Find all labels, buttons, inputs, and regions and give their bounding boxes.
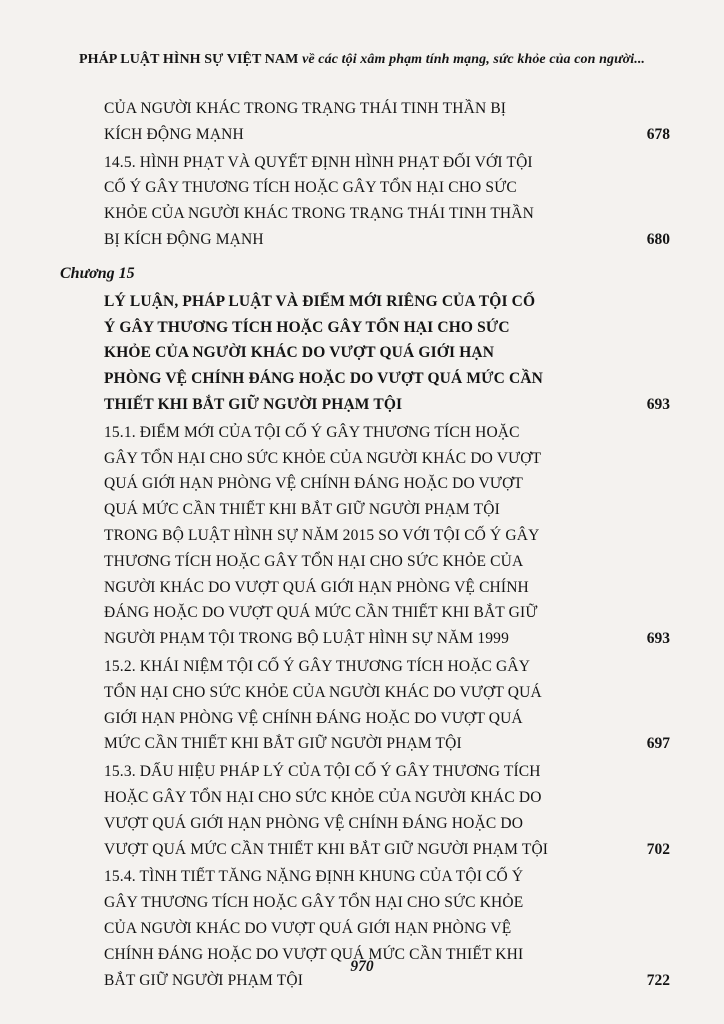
toc-entry-line: THIẾT KHI BẮT GIỮ NGƯỜI PHẠM TỘI xyxy=(104,395,403,413)
toc-entry-line: THƯƠNG TÍCH HOẶC GÂY TỔN HẠI CHO SỨC KHỎE CỦA xyxy=(104,552,524,570)
toc-entry xyxy=(104,289,670,418)
table-of-contents xyxy=(60,96,670,995)
toc-entry-line: QUÁ GIỚI HẠN PHÒNG VỆ CHÍNH ĐÁNG HOẶC DO VƯỢT xyxy=(104,475,524,493)
toc-entry-line: CỦA NGƯỜI KHÁC TRONG TRẠNG THÁI TINH THẦN BỊ xyxy=(104,100,507,117)
toc-entry-line: QUÁ MỨC CẦN THIẾT KHI BẮT GIỮ NGƯỜI PHẠM TỘI xyxy=(104,501,500,519)
toc-entry-line: PHÒNG VỆ CHÍNH ĐÁNG HOẶC DO VƯỢT QUÁ MỨC CẦN xyxy=(104,370,544,388)
toc-entry-line: 15.4. TÌNH TIẾT TĂNG NẶNG ĐỊNH KHUNG CỦA TỘI CỐ Ý xyxy=(104,868,524,886)
toc-entry-line: Ý GÂY THƯƠNG TÍCH HOẶC GÂY TỔN HẠI CHO SỨC xyxy=(104,318,510,336)
toc-entry-line: 15.1. ĐIỂM MỚI CỦA TỘI CỐ Ý GÂY THƯƠNG TÍCH HOẶC xyxy=(104,423,520,441)
toc-entry xyxy=(104,759,670,862)
toc-entry-line: HOẶC GÂY TỔN HẠI CHO SỨC KHỎE CỦA NGƯỜI KHÁC DO xyxy=(104,788,542,806)
toc-entry-line: 14.5. HÌNH PHẠT VÀ QUYẾT ĐỊNH HÌNH PHẠT ĐỐI VỚI TỘI xyxy=(104,153,533,171)
toc-entry-line: NGƯỜI PHẠM TỘI TRONG BỘ LUẬT HÌNH SỰ NĂM 1999 xyxy=(104,630,509,648)
toc-entry-line: VƯỢT QUÁ MỨC CẦN THIẾT KHI BẮT GIỮ NGƯỜI PHẠM TỘI xyxy=(104,840,549,858)
toc-page-number: 702 xyxy=(646,840,670,858)
running-header-subtitle: về các tội xâm phạm tính mạng, sức khỏe của con người... xyxy=(298,52,646,67)
toc-entries-top xyxy=(60,96,670,255)
toc-entry-line: BỊ KÍCH ĐỘNG MẠNH xyxy=(104,230,264,248)
chapter-label: Chương 15 xyxy=(60,264,135,282)
toc-entry-line: MỨC CẦN THIẾT KHI BẮT GIỮ NGƯỜI PHẠM TỘI xyxy=(104,735,462,753)
toc-entry-line: GÂY TỔN HẠI CHO SỨC KHỎE CỦA NGƯỜI KHÁC DO VƯỢT xyxy=(104,449,542,467)
toc-page-number: 697 xyxy=(646,735,670,753)
toc-entry xyxy=(104,420,670,652)
toc-entry-line: ĐÁNG HOẶC DO VƯỢT QUÁ MỨC CẦN THIẾT KHI BẮT GIỮ xyxy=(104,604,538,622)
toc-entry xyxy=(104,654,670,757)
toc-entry-line: TỔN HẠI CHO SỨC KHỎE CỦA NGƯỜI KHÁC DO VƯỢT QUÁ xyxy=(104,683,542,701)
toc-page-number: 722 xyxy=(646,971,670,989)
toc-entry-line: 15.3. DẤU HIỆU PHÁP LÝ CỦA TỘI CỐ Ý GÂY THƯƠNG TÍCH xyxy=(104,763,541,781)
toc-entry-line: KHỎE CỦA NGƯỜI KHÁC DO VƯỢT QUÁ GIỚI HẠN xyxy=(104,344,495,362)
toc-entry-line: TRONG BỘ LUẬT HÌNH SỰ NĂM 2015 SO VỚI TỘI CỐ Ý GÂY xyxy=(104,526,540,544)
toc-entries-bottom xyxy=(60,289,670,996)
toc-entry-line: GÂY THƯƠNG TÍCH HOẶC GÂY TỔN HẠI CHO SỨC KHỎE xyxy=(104,894,524,912)
toc-page-number: 693 xyxy=(646,395,670,413)
toc-entry xyxy=(104,150,670,253)
toc-entry-line: GIỚI HẠN PHÒNG VỆ CHÍNH ĐÁNG HOẶC DO VƯỢT QUÁ xyxy=(104,709,523,727)
toc-entry-line: 15.2. KHÁI NIỆM TỘI CỐ Ý GÂY THƯƠNG TÍCH HOẶC GÂY xyxy=(104,657,531,675)
toc-entry-line: CỐ Ý GÂY THƯƠNG TÍCH HOẶC GÂY TỔN HẠI CHO SỨC xyxy=(104,179,517,197)
page-number-footer: 970 xyxy=(350,958,374,975)
running-header xyxy=(0,52,724,68)
running-header-title: PHÁP LUẬT HÌNH SỰ VIỆT NAM xyxy=(78,52,299,67)
toc-entry-line: CHÍNH ĐÁNG HOẶC DO VƯỢT QUÁ MỨC CẦN THIẾT KHI xyxy=(104,945,524,963)
toc-page-number: 678 xyxy=(646,125,670,143)
toc-entry xyxy=(104,96,670,148)
toc-entry-line: KÍCH ĐỘNG MẠNH xyxy=(104,125,244,143)
toc-entry-line: LÝ LUẬN, PHÁP LUẬT VÀ ĐIỂM MỚI RIÊNG CỦA TỘI CỐ xyxy=(104,292,536,310)
toc-entry-line: BẮT GIỮ NGƯỜI PHẠM TỘI xyxy=(104,971,304,989)
toc-entry-line: NGƯỜI KHÁC DO VƯỢT QUÁ GIỚI HẠN PHÒNG VỆ CHÍNH xyxy=(104,578,529,596)
toc-page-number: 680 xyxy=(646,230,670,248)
toc-page-number: 693 xyxy=(646,630,670,648)
toc-entry-line: KHỎE CỦA NGƯỜI KHÁC TRONG TRẠNG THÁI TINH THẦN xyxy=(104,205,534,223)
toc-entry-line: VƯỢT QUÁ GIỚI HẠN PHÒNG VỆ CHÍNH ĐÁNG HOẶC DO xyxy=(104,814,524,832)
toc-entry-line: CỦA NGƯỜI KHÁC DO VƯỢT QUÁ GIỚI HẠN PHÒNG VỆ xyxy=(104,919,512,937)
